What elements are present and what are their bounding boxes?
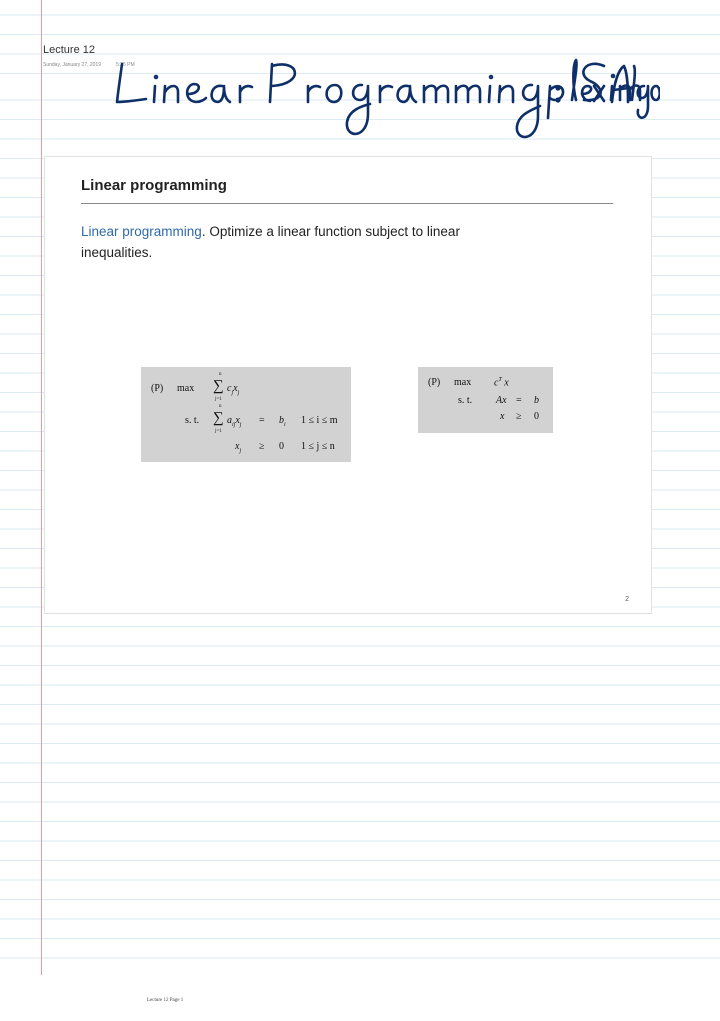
page-footer: Lecture 12 Page 1 — [147, 998, 184, 1003]
st-label: s. t. — [185, 415, 200, 426]
max-label: max — [177, 383, 195, 394]
rhs-term: $b_i$ — [279, 415, 286, 428]
geq-sign: ≥ — [516, 411, 522, 422]
equals-sign: = — [516, 395, 522, 406]
zero-value: 0 — [279, 441, 284, 452]
sum-upper: n — [219, 404, 222, 409]
defined-term: Linear programming — [81, 224, 202, 239]
slide-definition — [81, 221, 531, 263]
max-label: max — [454, 377, 472, 388]
definition-text: . Optimize a linear function subject to linear inequalities. — [81, 224, 460, 260]
geq-sign: ≥ — [259, 441, 265, 452]
constraint-term: $a_{ij}x_j$ — [227, 415, 242, 428]
handwritten-title-continued — [540, 44, 660, 144]
page-bottom — [0, 975, 720, 1021]
page-time: 5:25 PM — [116, 62, 135, 68]
nonneg-term: $x_j$ — [235, 441, 242, 454]
slide-page-number: 2 — [625, 596, 629, 603]
rhs-term: b — [534, 395, 539, 406]
formula-summation-form — [141, 367, 351, 462]
p-label: (P) — [151, 383, 164, 394]
page-date: Sunday, January 27, 2019 — [43, 62, 102, 68]
objective-term: $c^T$ x — [494, 377, 509, 389]
sum-lower: j=1 — [215, 429, 222, 434]
st-label: s. t. — [458, 395, 473, 406]
page-title: Lecture 12 — [43, 44, 95, 56]
lhs-term: Ax — [496, 395, 507, 406]
objective-term: $c_jx_j$ — [227, 383, 240, 396]
slide-heading: Linear programming — [81, 177, 227, 194]
equals-sign: = — [259, 415, 265, 426]
sigma-symbol: ∑ — [213, 410, 224, 426]
nonneg-term: x — [500, 411, 505, 422]
margin-line — [41, 0, 42, 975]
slide-divider — [81, 203, 613, 204]
p-label: (P) — [428, 377, 441, 388]
sigma-symbol: ∑ — [213, 378, 224, 394]
formula-matrix-form — [418, 367, 553, 433]
sum-lower: j=1 — [215, 397, 222, 402]
index-range: 1 ≤ i ≤ m — [301, 415, 338, 426]
index-range: 1 ≤ j ≤ n — [301, 441, 335, 452]
sum-upper: n — [219, 372, 222, 377]
lecture-slide — [44, 156, 652, 614]
zero-value: 0 — [534, 411, 539, 422]
